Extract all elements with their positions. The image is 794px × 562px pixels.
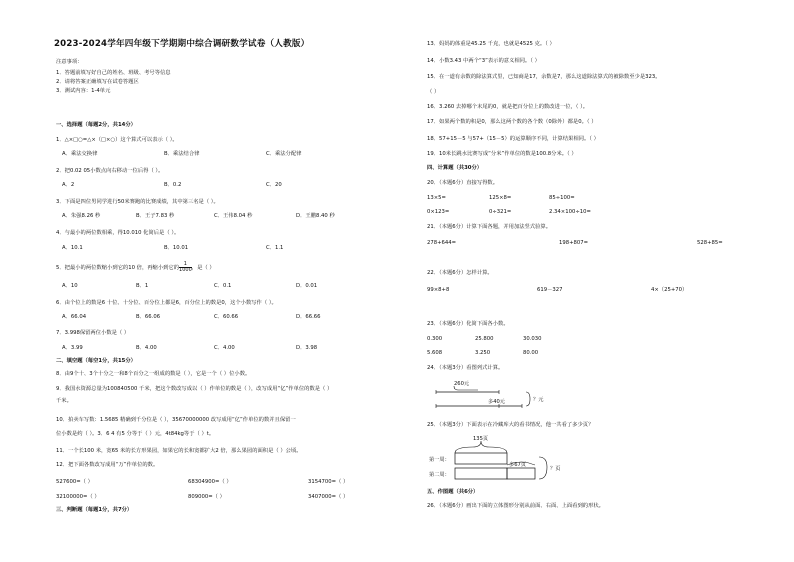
- q25-segment-diagram: [429, 433, 609, 489]
- stem-text: ，是（ ）: [191, 265, 215, 271]
- conversion-item: 68304900=（ ）: [188, 479, 232, 485]
- question-stem: 2．把0.02 05小数点向右移动一位后得（ ）。: [56, 168, 164, 174]
- section-heading: 五、作图题（共6分）: [427, 489, 479, 495]
- choice: B．4.00: [136, 345, 157, 351]
- choice: D．王鹏8.40 秒: [296, 213, 335, 219]
- question-stem: 15．在一道有余数的除法算式里，已知商是17，余数是7，那么这道除法算式的被除数至少是323。: [427, 74, 661, 80]
- question-stem: 19．10米长跳水比赛写成“分米”作单位的数是100.8分米。（ ）: [427, 151, 577, 157]
- q25-diagram-svg: [429, 433, 609, 489]
- q25-extra-bar: [507, 468, 535, 479]
- question-stem: 14．小数3.43 中两个“3”表示的意义相同。（ ）: [427, 58, 540, 64]
- section-heading: 二、填空题（每空1分，共15分）: [56, 358, 136, 364]
- question-stem: 9．我国水资源总量为100840500 千米，把这个数改写成以（ ）作单位的数是（ ），改写成用“亿”作单位的数是（ ）: [56, 386, 333, 392]
- question-stem: 20．（本题6分）直接写得数。: [427, 180, 499, 186]
- choice: A．10: [62, 283, 78, 289]
- question-stem: 16．3.260 去掉哪个末尾的0，就是把百分位上的数改进一位，（ ）。: [427, 104, 589, 110]
- decimal-item: 5.608: [427, 350, 443, 356]
- question-stem: 17．如果两个数的积是0，那么这两个数的各个数（0除外）都是0。（ ）: [427, 119, 597, 125]
- calc-item: 99×8+8: [427, 287, 450, 293]
- question-stem: 21．（本题6分）计算下面各题，并用加法竖式验算。: [427, 224, 551, 230]
- question-stem: 10．拍卖车写数：1.5685 精确到千分位是（ ），35670000000 改写成用“亿”作单位的数并且保留一: [56, 417, 296, 423]
- notes-heading: 注意事项：: [56, 59, 83, 65]
- decimal-item: 80.00: [523, 350, 539, 356]
- calc-item: 278+644=: [427, 240, 457, 246]
- calc-item: 198+807=: [559, 240, 589, 246]
- choice: A．乘法交换律: [62, 151, 98, 157]
- question-stem: 11．一个长100 米，宽65 米的长方形果园，如果它的长和宽都扩大2 倍，那么果园的面积是（ ）公顷。: [56, 448, 302, 454]
- choice: C．20: [266, 182, 282, 188]
- decimal-item: 0.300: [427, 336, 443, 342]
- conversion-item: 527600=（ ）: [56, 479, 93, 485]
- q25-week1-bar: [455, 453, 507, 464]
- choice: C．乘法分配律: [266, 151, 302, 157]
- question-stem: 1．△×□○=△×（□×○）这个算式可以表示（ ）。: [56, 137, 178, 143]
- choice: A．66.04: [62, 314, 87, 320]
- choice: A．2: [62, 182, 75, 188]
- question-stem: 23．（本题6分）化简下面各小数。: [427, 321, 509, 327]
- note-item: 2．请将答案正确填写在试卷答题区: [56, 79, 139, 85]
- question-stem: 24．（本题3分）看图列式计算。: [427, 365, 504, 371]
- question-stem: 26．（本题6分）画出下面的立体图形分别从前面、右面、上面看到的形状。: [427, 503, 604, 509]
- choice: A．朱强8.26 秒: [62, 213, 101, 219]
- fraction-numerator: 1: [183, 261, 187, 267]
- question-stem: 4．与最小的两位数相乘，得10.010 化简后是（ ）。: [56, 230, 180, 236]
- section-heading: 一、选择题（每题2分，共14分）: [56, 122, 136, 128]
- question-stem: 25．（本题3分）下面表示在冷藏库大的看书情况，他一共看了多少页？: [427, 422, 594, 428]
- q25-week2-bar: [455, 468, 507, 479]
- q24-diagram-svg: [432, 378, 552, 418]
- calc-item: 619－327: [537, 287, 563, 293]
- choice: C．0.1: [214, 283, 232, 289]
- q24-right-brace: [526, 392, 530, 406]
- question-stem: 13．妈妈的体重是45.25 千克，也就是4525 克。（ ）: [427, 41, 555, 47]
- q25-right-brace: [539, 457, 547, 479]
- note-item: 3．测试内容：1-4单元: [56, 88, 111, 94]
- question-stem: 6．由个位上的数是6 十位、十分位、百分位上都是6，百分位上的数是0，这个小数写作（ ）。: [56, 300, 277, 306]
- conversion-item: 809000=（ ）: [188, 494, 225, 500]
- fraction-denominator: 1000: [179, 267, 192, 273]
- question-stem: 7．3.998保留两位小数是（ ）: [56, 330, 130, 336]
- conversion-item: 3407000=（ ）: [308, 494, 349, 500]
- choice: C．王伟8.04 秒: [214, 213, 253, 219]
- choice: B．王子7.83 秒: [136, 213, 175, 219]
- choice: B．66.06: [136, 314, 161, 320]
- stem-text: 5．把最小的两位数缩小到它的10 倍，再缩小到它的: [56, 265, 180, 271]
- mental-math-item: 0×123=: [427, 209, 450, 215]
- choice: D．0.01: [296, 283, 318, 289]
- conversion-item: 3154700=（ ）: [308, 479, 349, 485]
- choice: B．1: [136, 283, 149, 289]
- choice: C．1.1: [266, 245, 284, 251]
- section-heading: 三、判断题（每题1分，共7分）: [56, 507, 133, 513]
- question-stem: 位小数是约（ ）。3．6 4 有5 分等于（ ）元，4t84kg等于（ ）t。: [56, 431, 215, 437]
- q25-label-week1: 第一周：: [429, 457, 450, 463]
- q24-label-total: ？元: [533, 397, 544, 403]
- choice: A．3.99: [62, 345, 83, 351]
- choice: B．10.01: [164, 245, 189, 251]
- mental-math-item: 85÷100=: [549, 195, 575, 201]
- choice: C．4.00: [214, 345, 235, 351]
- q24-label-mid: 多40元: [488, 399, 505, 405]
- q25-label-total: ？页: [550, 466, 561, 472]
- choice: D．66.66: [296, 314, 321, 320]
- question-stem: 18．57+15－5 与57+（15－5）的运算顺序不同，计算结果相同。（ ）: [427, 136, 599, 142]
- decimal-item: 30.030: [523, 336, 542, 342]
- q25-label-top: 135页: [473, 436, 489, 442]
- question-stem: 12．把下面各数改写成用“万”作单位的数。: [56, 462, 159, 468]
- question-stem: [56, 262, 215, 273]
- choice: D．3.98: [296, 345, 318, 351]
- decimal-item: 25.800: [475, 336, 494, 342]
- mental-math-item: 125×8=: [489, 195, 512, 201]
- q24-segment-diagram: [432, 378, 552, 418]
- q25-label-more: 多67页: [509, 462, 526, 468]
- question-stem: 3．下面是四位男同学进行50米赛跑的比赛成绩，其中第三名是（ ）。: [56, 199, 219, 205]
- question-stem: 8．由9个十、3个十分之一和8个百分之一组成的数是（ ），它是一个（ ）位小数。: [56, 371, 251, 377]
- decimal-item: 3.250: [475, 350, 491, 356]
- choice: B．0.2: [164, 182, 182, 188]
- section-heading: 四、计算题（共30分）: [427, 165, 483, 171]
- choice: B．乘法结合律: [164, 151, 200, 157]
- question-stem: 千米。: [56, 398, 72, 404]
- q24-label-top: 260元: [454, 381, 470, 387]
- mental-math-item: 13×5=: [427, 195, 446, 201]
- calc-item: 528+85=: [697, 240, 723, 246]
- conversion-item: 32100000=（ ）: [56, 494, 100, 500]
- question-stem: （ ）: [427, 89, 440, 95]
- fraction: [179, 262, 192, 273]
- mental-math-item: 2.34×100÷10=: [549, 209, 591, 215]
- calc-item: 4×（25+70）: [651, 287, 688, 293]
- mental-math-item: 0÷321=: [489, 209, 512, 215]
- q25-top-brace: [455, 441, 507, 453]
- question-stem: 22．（本题6分）怎样计算。: [427, 270, 493, 276]
- q25-label-week2: 第二周：: [429, 472, 450, 478]
- page-title: 2023-2024学年四年级下学期期中综合调研数学试卷（人教版）: [54, 39, 310, 49]
- choice: A．10.1: [62, 245, 83, 251]
- note-item: 1．答题前填写好自己的姓名、班级、考号等信息: [56, 70, 171, 76]
- choice: C．60.66: [214, 314, 239, 320]
